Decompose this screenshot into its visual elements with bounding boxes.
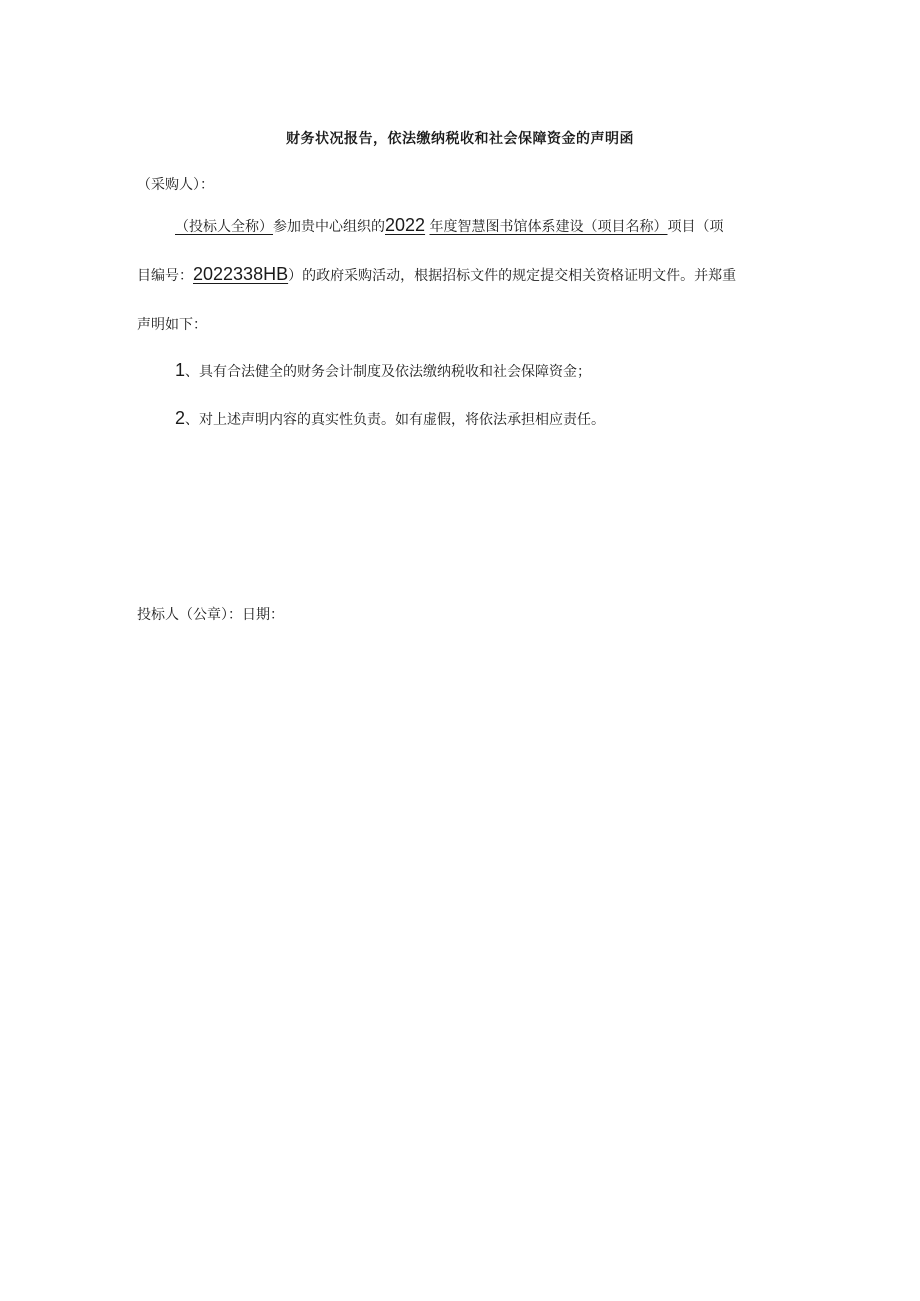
paragraph-text-d: ）的政府采购活动，根据招标文件的规定提交相关资格证明文件。并郑重: [288, 268, 737, 284]
item-number: 1: [175, 360, 186, 380]
item-text: 、具有合法健全的财务会计制度及依法缴纳税收和社会保障资金；: [185, 364, 592, 380]
declaration-item-2: [175, 408, 825, 430]
project-name: 年度智慧图书馆体系建设（项目名称）: [429, 219, 668, 235]
project-year: 2022: [385, 215, 426, 235]
project-code: 2022338HB: [193, 264, 289, 284]
paragraph-line-1-left: [175, 215, 724, 237]
item-number: 2: [175, 408, 186, 428]
paragraph-line-1: [175, 215, 787, 237]
addressee-line: （采购人）：: [137, 177, 214, 193]
paragraph-text-a: 参加贵中心组织的: [273, 219, 385, 235]
signature-line: 投标人（公章）：日期：: [137, 607, 284, 623]
bidder-name-placeholder: （投标人全称）: [175, 219, 273, 235]
declaration-item-1: [175, 360, 825, 382]
paragraph-text-b: 项目（项: [667, 219, 724, 235]
paragraph-line-2: [137, 264, 787, 286]
paragraph-line-3: 声明如下：: [137, 317, 207, 333]
item-text: 、对上述声明内容的真实性负责。如有虚假，将依法承担相应责任。: [185, 412, 606, 428]
paragraph-text-c: 目编号：: [137, 268, 193, 284]
document-title: 财务状况报告，依法缴纳税收和社会保障资金的声明函: [286, 131, 634, 147]
